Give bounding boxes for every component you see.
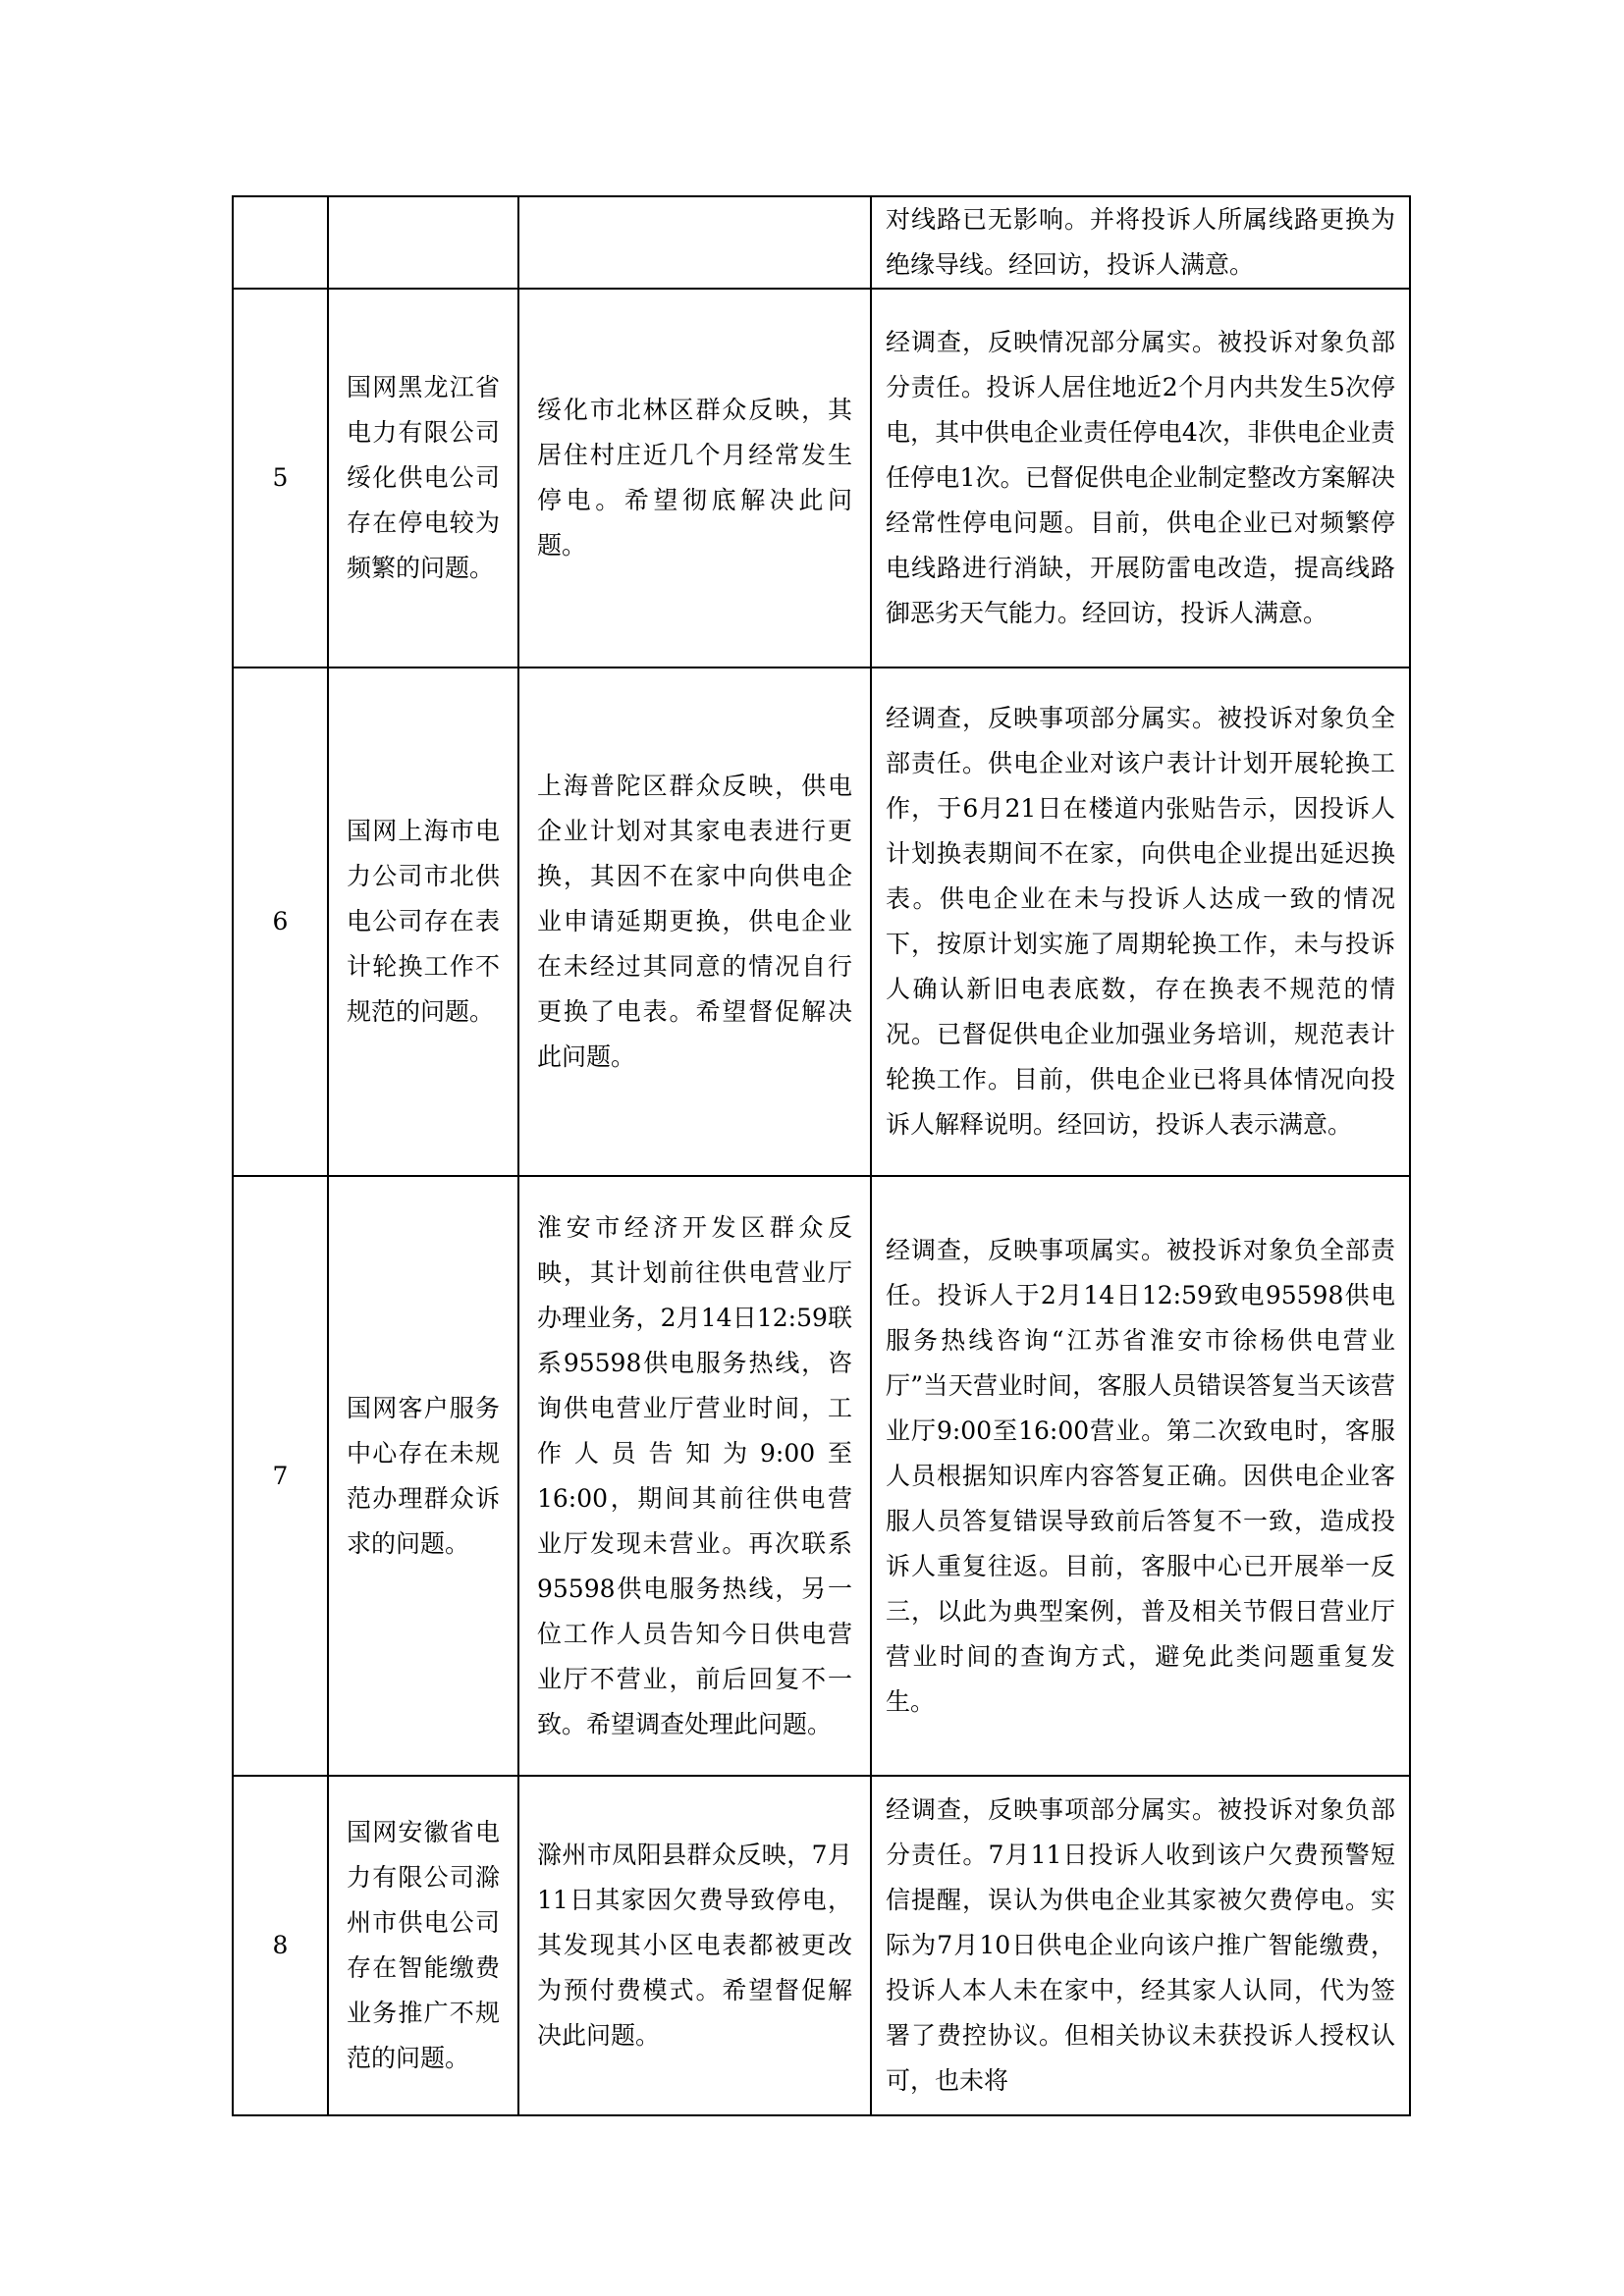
complained-party: 国网黑龙江省电力有限公司绥化供电公司存在停电较为频繁的问题。 — [347, 373, 500, 582]
complaint-content: 上海普陀区群众反映，供电企业计划对其家电表进行更换，其因不在家中向供电企业申请延期更换，供电企业在未经过其同意的情况自行更换了电表。希望督促解决此问题。 — [537, 772, 852, 1071]
table-row — [233, 196, 1410, 289]
complaint-content: 滁州市凤阳县群众反映，7月11日其家因欠费导致停电，其发现其小区电表都被更改为预付费模式。希望督促解决此问题。 — [537, 1841, 852, 2050]
table-row — [233, 667, 1410, 1176]
row-number: 7 — [233, 1176, 328, 1776]
complained-party: 国网安徽省电力有限公司滁州市供电公司存在智能缴费业务推广不规范的问题。 — [347, 1818, 500, 2072]
row-number — [233, 196, 328, 289]
handling-result: 经调查，反映事项部分属实。被投诉对象负全部责任。供电企业对该户表计计划开展轮换工作，于6月21日在楼道内张贴告示，因投诉人计划换表期间不在家，向供电企业提出延迟换表。供电企业在未与投诉人达成一致的情况下，按原计划实施了周期轮换工作，未与投诉人确认新旧电表底数，存在换表不规范的情况。已督促供电企业加强业务培训，规范表计轮换工作。目前，供电企业已将具体情况向投诉人解释说明。经回访，投诉人表示满意。 — [886, 704, 1395, 1139]
complained-party: 国网客户服务中心存在未规范办理群众诉求的问题。 — [347, 1393, 500, 1558]
complaints-table — [232, 195, 1411, 2116]
handling-result: 经调查，反映情况部分属实。被投诉对象负部分责任。投诉人居住地近2个月内共发生5次停电，其中供电企业责任停电4次，非供电企业责任停电1次。已督促供电企业制定整改方案解决经常性停电问题。目前，供电企业已对频繁停电线路进行消缺，开展防雷电改造，提高线路御恶劣天气能力。经回访，投诉人满意。 — [886, 328, 1395, 627]
table-row — [233, 1176, 1410, 1776]
handling-result: 经调查，反映事项属实。被投诉对象负全部责任。投诉人于2月14日12:59致电95598供电服务热线咨询“江苏省淮安市徐杨供电营业厅”当天营业时间，客服人员错误答复当天该营业厅9:00至16:00营业。第二次致电时，客服人员根据知识库内容答复正确。因供电企业客服人员答复错误导致前后答复不一致，造成投诉人重复往返。目前，客服中心已开展举一反三，以此为典型案例，普及相关节假日营业厅营业时间的查询方式，避免此类问题重复发生。 — [886, 1235, 1395, 1716]
row-number: 6 — [233, 667, 328, 1176]
complained-party: 国网上海市电力公司市北供电公司存在表计轮换工作不规范的问题。 — [347, 817, 500, 1026]
row-number: 8 — [233, 1776, 328, 2115]
complaint-content: 绥化市北林区群众反映，其居住村庄近几个月经常发生停电。希望彻底解决此问题。 — [537, 396, 852, 560]
table-row — [233, 289, 1410, 667]
row-number: 5 — [233, 289, 328, 667]
handling-result: 经调查，反映事项部分属实。被投诉对象负部分责任。7月11日投诉人收到该户欠费预警短信提醒，误认为供电企业其家被欠费停电。实际为7月10日供电企业向该户推广智能缴费，投诉人本人未在家中，经其家人认同，代为签署了费控协议。但相关协议未获投诉人授权认可，也未将 — [886, 1795, 1395, 2095]
table-row — [233, 1776, 1410, 2115]
complaint-content: 淮安市经济开发区群众反映，其计划前往供电营业厅办理业务，2月14日12:59联系95598供电服务热线，咨询供电营业厅营业时间，工作人员告知为9:00至16:00，期间其前往供电营业厅发现未营业。再次联系95598供电服务热线，另一位工作人员告知今日供电营业厅不营业，前后回复不一致。希望调查处理此问题。 — [537, 1212, 852, 1738]
handling-result: 对线路已无影响。并将投诉人所属线路更换为绝缘导线。经回访，投诉人满意。 — [886, 205, 1395, 279]
